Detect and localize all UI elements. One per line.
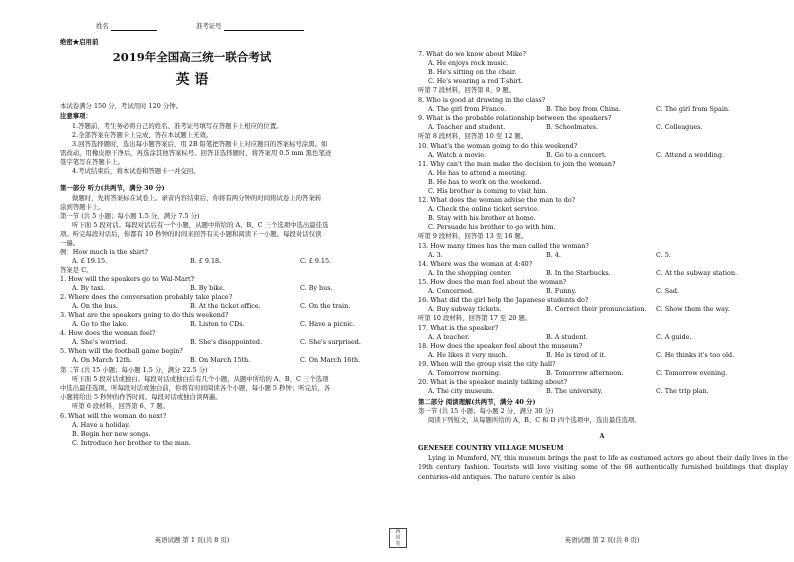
option-b[interactable]: B. 4. (546, 251, 561, 259)
material-10-note: 听第 10 段材料，回答第 17 至 20 题。 (418, 314, 532, 322)
option-c[interactable]: C. The trip plan. (656, 387, 709, 395)
option-b[interactable]: B. Schoolmates. (546, 123, 599, 131)
question-16: 16. What did the girl help the Japanese students do? (418, 296, 589, 304)
publisher-seal (389, 528, 407, 548)
footer-right: 英语试题 第 2 页(共 8 页) (564, 536, 640, 544)
option-a[interactable]: A. She's worried. (72, 338, 128, 346)
question-14-options (428, 269, 788, 278)
option-a[interactable]: A. The city museum. (428, 387, 495, 395)
question-6-option-c[interactable]: C. Introduce her brother to the man. (72, 439, 191, 447)
notice-3c: 签字笔写在答题卡上。 (60, 158, 124, 166)
name-label: 姓名 (96, 22, 109, 30)
sec2-instr-a: 听下面 5 段对话或独白。每段对话或独白后有几个小题，从题中所给的 A、B、C 三个选项 (72, 375, 329, 383)
notice-2: 2.全部答案在答题卡上完成，答在本试题上无效。 (72, 131, 213, 139)
question-3-options (72, 320, 372, 329)
question-2: 2. Where does the conversation probably take place? (60, 293, 233, 301)
question-9-options (428, 123, 788, 132)
question-10: 10. What's the woman going to do this weekend? (418, 142, 578, 150)
option-c[interactable]: C. Show them the way. (656, 305, 730, 313)
option-b[interactable]: B. Go to a concert. (546, 151, 607, 159)
question-7-option-b[interactable]: B. He's sitting on the chair. (428, 68, 517, 76)
part1-instr-a: 做题时，先将答案标在试卷上。录音内容结束后，你将有两分钟的时间将试卷上的答案转 (72, 194, 322, 202)
sec2-instr-c: 小题将给出 5 秒钟的作答时间。每段对话或独白读两遍。 (60, 393, 222, 401)
question-20-options (428, 387, 788, 396)
passage-letter: A (599, 432, 605, 440)
ticket-field[interactable] (196, 22, 304, 31)
footer-left: 英语试题 第 1 页(共 8 页) (154, 536, 230, 544)
material-9-note: 听第 9 段材料，回答第 13 至 16 题。 (418, 232, 528, 240)
example-option-b: B. £ 9.18. (190, 257, 222, 265)
question-11-option-a[interactable]: A. He has to attend a meeting. (428, 169, 528, 177)
part2-title: 第二部分 阅读理解(共两节，满分 40 分) (418, 398, 536, 406)
ticket-blank[interactable] (224, 22, 304, 31)
question-16-options (428, 305, 788, 314)
question-14: 14. Where was the woman at 4:40? (418, 260, 533, 268)
option-a[interactable]: A. Concerned. (428, 287, 474, 295)
part2-sec1-title: 第一节 (共 15 小题；每小题 2 分，满分 30 分) (418, 407, 554, 415)
option-c[interactable]: C. Have a picnic. (300, 320, 355, 328)
question-17: 17. What is the speaker? (418, 324, 499, 332)
name-blank[interactable] (111, 22, 157, 31)
question-10-options (428, 151, 788, 160)
option-b[interactable]: B. Funny. (546, 287, 577, 295)
exam-title: 2019年全国高三统一联合考试 (112, 50, 272, 64)
option-c[interactable]: C. He thinks it's too old. (656, 351, 735, 359)
option-b[interactable]: B. At the ticket office. (190, 302, 261, 310)
question-6: 6. What will the woman do next? (60, 412, 167, 420)
option-b[interactable]: B. On March 15th. (190, 356, 251, 364)
question-8: 8. Who is good at drawing in the class? (418, 96, 546, 104)
option-a[interactable]: A. Teacher and student. (428, 123, 506, 131)
sec2-title: 第二节 (共 15 小题；每小题 1.5 分，满分 22.5 分) (60, 366, 208, 374)
question-1: 1. How will the speakers go to Wal-Mart? (60, 275, 195, 283)
question-12-option-c[interactable]: C. Persuade his brother to go with him. (428, 223, 556, 231)
option-a[interactable]: A. 3. (428, 251, 443, 259)
question-4: 4. How does the woman feel? (60, 329, 156, 337)
material-7-note: 听第 7 段材料，回答第 8、9 题。 (418, 86, 516, 94)
ticket-label: 准考证号 (196, 22, 222, 30)
option-c[interactable]: C. On the train. (300, 302, 351, 310)
seal-char-1: 西 (395, 529, 401, 535)
sec2-instr-b: 中选出最佳选项。听每段对话或独白前，你将有时间阅读各个小题，每小题 5 秒钟；听完后，各 (60, 384, 331, 392)
question-17-options (428, 333, 788, 342)
passage-title: GENESEE COUNTRY VILLAGE MUSEUM (418, 444, 564, 452)
question-15-options (428, 287, 788, 296)
option-c[interactable]: C. A guide. (656, 333, 692, 341)
example-option-a: A. £ 19.15. (72, 257, 108, 265)
option-c[interactable]: C. On March 16th. (300, 356, 361, 364)
question-6-option-a[interactable]: A. Have a holiday. (72, 421, 131, 429)
option-c[interactable]: C. Sad. (656, 287, 680, 295)
option-a[interactable]: A. The girl from France. (428, 105, 507, 113)
exam-info: 本试卷满分 150 分，考试用时 120 分钟。 (60, 102, 182, 110)
option-c[interactable]: C. 5. (656, 251, 671, 259)
question-12-option-a[interactable]: A. Check the online ticket service. (428, 205, 540, 213)
notice-4: 4.考试结束后，将本试卷和答题卡一并交回。 (72, 167, 200, 175)
question-18: 18. How does the speaker feel about the museum? (418, 342, 583, 350)
question-11: 11. Why can't the man make the decision to join the woman? (418, 160, 616, 168)
example-question: 例：How much is the shirt? (60, 248, 148, 256)
example-option-c: C. £ 9.15. (300, 257, 332, 265)
option-b[interactable]: B. A student. (546, 333, 588, 341)
option-b[interactable]: B. By bike. (190, 284, 225, 292)
question-4-options (72, 338, 372, 347)
notice-3a: 3.回答选择题时，选出每小题答案后，用 2B 铅笔把答题卡上对应题目的答案标号涂黑。如 (72, 140, 328, 148)
question-5-options (72, 356, 372, 365)
option-a[interactable]: A. On March 12th. (72, 356, 133, 364)
part2-instr: 阅读下列短文，从每题所给的 A、B、C 和 D 四个选项中，选出最佳选项。 (428, 416, 641, 424)
option-c[interactable]: C. Tomorrow evening. (656, 369, 728, 377)
question-12: 12. What does the woman advise the man to do? (418, 196, 576, 204)
sec1-instr-a: 听下面 5 段对话。每段对话后有一个小题，从题中所给的 A、B、C 三个选项中选出最佳选 (72, 221, 329, 229)
question-11-option-c[interactable]: C. His brother is coming to visit him. (428, 187, 548, 195)
material-6-note: 听第 6 段材料，回答第 6、7 题。 (72, 402, 170, 410)
question-13: 13. How many times has the man called the woman? (418, 242, 589, 250)
option-b[interactable]: B. The boy from China. (546, 105, 621, 113)
question-7: 7. What do we know about Mike? (418, 50, 526, 58)
option-b[interactable]: B. In the Starbucks. (546, 269, 611, 277)
option-b[interactable]: B. Correct their pronunciation. (546, 305, 647, 313)
subject-title: 英 语 (175, 72, 209, 88)
option-a[interactable]: A. Go to the lake. (72, 320, 129, 328)
notice-title: 注意事项： (60, 112, 92, 120)
question-12-option-b[interactable]: B. Stay with his brother at home. (428, 214, 536, 222)
sec1-instr-c: 一遍。 (60, 239, 80, 247)
option-b[interactable]: B. He is tired of it. (546, 351, 606, 359)
option-b[interactable]: B. Tomorrow afternoon. (546, 369, 624, 377)
seal-char-2: 同 (395, 535, 401, 541)
question-8-options (428, 105, 788, 114)
option-a[interactable]: A. In the shopping center. (428, 269, 512, 277)
secret-mark: 绝密★启用前 (60, 38, 99, 46)
passage-text: Lying in Mumford, NY, this museum brings the past to life as costumed actors go about their daily lives in the 19th century fashion. Tourists will love visiting some of the 68 authentically furnished buildings that display centuries-old antiques. The nature center is also (418, 454, 788, 481)
option-a[interactable]: A. Buy subway tickets. (428, 305, 502, 313)
question-13-options (428, 251, 788, 260)
part1-instr-b: 涂到答题卡上。 (60, 203, 105, 211)
notice-3b: 需改动，用橡皮擦干净后，再选涂其他答案标号。回答非选择题时，将答案用 0.5 mm 黑色笔迹 (60, 149, 332, 157)
name-field[interactable] (96, 22, 157, 31)
material-8-note: 听第 8 段材料，回答第 10 至 12 题。 (418, 132, 528, 140)
question-20: 20. What is the speaker mainly talking about? (418, 378, 567, 386)
option-c[interactable]: C. Attend a wedding. (656, 151, 724, 159)
question-18-options (428, 351, 788, 360)
question-15: 15. How does the man feel about the woman? (418, 278, 567, 286)
example-answer: 答案是 C。 (60, 266, 93, 274)
option-c[interactable]: C. Colleagues. (656, 123, 703, 131)
seal-char-3: 卷 (395, 541, 401, 547)
option-c[interactable]: C. The girl from Spain. (656, 105, 731, 113)
left-page (0, 0, 384, 562)
option-a[interactable]: A. Watch a movie. (428, 151, 487, 159)
question-11-option-b[interactable]: B. He has to work on the weekend. (428, 178, 542, 186)
question-7-option-c[interactable]: C. He's wearing a red T-shirt. (428, 77, 524, 85)
question-2-options (72, 302, 372, 311)
question-5: 5. When will the football game begin? (60, 347, 183, 355)
option-a[interactable]: A. A teacher. (428, 333, 470, 341)
question-7-option-a[interactable]: A. He enjoys rock music. (428, 59, 509, 67)
sec1-instr-b: 项。听完每段对话后，你都有 10 秒钟的时间来回答有关小题和阅读下一小题。每段对话仅读 (60, 230, 322, 238)
notice-1: 1.答题前，考生务必将自己的姓名、准考证号填写在答题卡上相应的位置。 (72, 122, 283, 130)
question-6-option-b[interactable]: B. Begin her new songs. (72, 430, 151, 438)
question-1-options (72, 284, 372, 293)
option-c[interactable]: C. By bus. (300, 284, 333, 292)
option-c[interactable]: C. She's surprised. (300, 338, 361, 346)
option-b[interactable]: B. Listen to CDs. (190, 320, 245, 328)
example-options (72, 257, 372, 266)
question-19: 19. When will the group visit the city hall? (418, 360, 556, 368)
option-a[interactable]: A. Tomorrow morning. (428, 369, 502, 377)
sec1-title: 第一节 (共 5 小题；每小题 1.5 分，满分 7.5 分) (60, 212, 200, 220)
question-9: 9. What is the probable relationship between the speakers? (418, 114, 612, 122)
right-page (410, 0, 794, 562)
option-b[interactable]: B. She's disappointed. (190, 338, 262, 346)
question-3: 3. What are the speakers going to do this weekend? (60, 311, 229, 319)
option-a[interactable]: A. He likes it very much. (428, 351, 508, 359)
option-a[interactable]: A. On the bus. (72, 302, 119, 310)
option-c[interactable]: C. At the subway station. (656, 269, 737, 277)
option-b[interactable]: B. The university. (546, 387, 603, 395)
part1-title: 第一部分 听力(共两节，满分 30 分) (60, 184, 165, 192)
question-19-options (428, 369, 788, 378)
option-a[interactable]: A. By taxi. (72, 284, 106, 292)
